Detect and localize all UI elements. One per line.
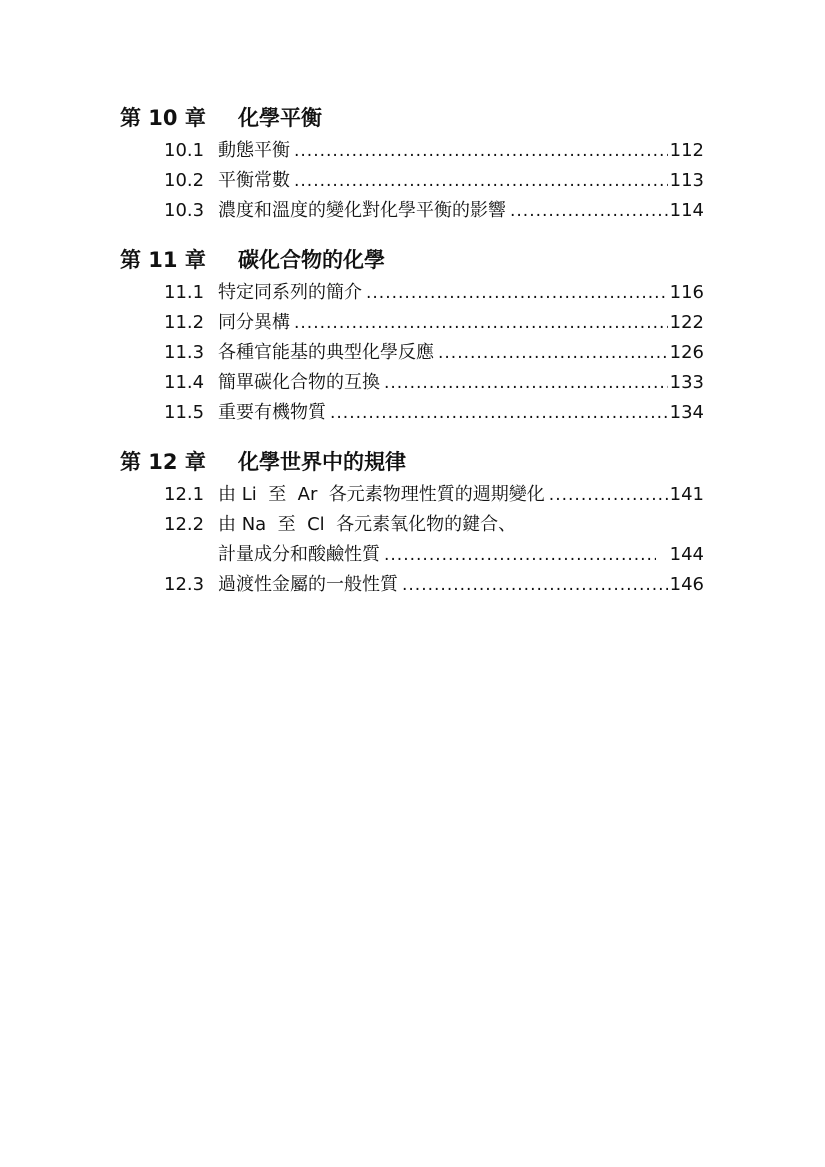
section-title-continued: 計量成分和酸鹼性質 <box>218 544 380 565</box>
chapter-heading <box>120 100 704 136</box>
dot-leader <box>438 338 668 368</box>
chapter-number: 第 12 章 <box>120 450 206 474</box>
section-number: 12.2 <box>164 514 205 535</box>
section-title: 各種官能基的典型化學反應 <box>218 342 434 363</box>
section-title: 平衡常數 <box>218 170 290 191</box>
dot-leader <box>510 196 668 226</box>
dot-leader <box>294 166 668 196</box>
section-title: 動態平衡 <box>218 140 290 161</box>
table-of-contents <box>120 100 704 600</box>
page-number: 112 <box>669 140 704 161</box>
page-number: 113 <box>669 170 704 191</box>
dot-leader <box>294 308 668 338</box>
page-number: 114 <box>669 200 704 221</box>
toc-entry-11-2 <box>120 308 704 338</box>
section-title: 由 Na 至 Cl 各元素氧化物的鍵合、 <box>218 514 517 535</box>
dot-leader <box>549 480 668 510</box>
dot-leader <box>330 398 668 428</box>
page-number: 134 <box>669 402 704 423</box>
section-number: 12.1 <box>164 484 205 505</box>
section-title: 簡單碳化合物的互換 <box>218 372 380 393</box>
chapter-11 <box>120 242 704 428</box>
dot-leader <box>384 368 668 398</box>
chapter-heading <box>120 242 704 278</box>
page-number: 141 <box>669 484 704 505</box>
chapter-title: 化學平衡 <box>238 106 322 130</box>
section-number: 11.3 <box>164 342 205 363</box>
toc-entry-10-1 <box>120 136 704 166</box>
section-title: 特定同系列的簡介 <box>218 282 362 303</box>
page-number: 144 <box>669 544 704 565</box>
chapter-number: 第 11 章 <box>120 248 206 272</box>
chapter-10 <box>120 100 704 226</box>
section-title: 重要有機物質 <box>218 402 326 423</box>
section-number: 11.1 <box>164 282 205 303</box>
page-number: 126 <box>669 342 704 363</box>
chapter-title: 化學世界中的規律 <box>238 450 406 474</box>
section-number: 10.2 <box>164 170 205 191</box>
section-number: 11.5 <box>164 402 205 423</box>
section-title: 濃度和溫度的變化對化學平衡的影響 <box>218 200 506 221</box>
toc-entry-12-2 <box>120 510 704 540</box>
toc-entry-10-3 <box>120 196 704 226</box>
toc-entry-10-2 <box>120 166 704 196</box>
chapter-title: 碳化合物的化學 <box>238 248 385 272</box>
chapter-heading <box>120 444 704 480</box>
toc-entry-11-5 <box>120 398 704 428</box>
section-number: 10.3 <box>164 200 205 221</box>
toc-entry-12-3 <box>120 570 704 600</box>
dot-leader <box>384 540 656 570</box>
chapter-number: 第 10 章 <box>120 106 206 130</box>
section-number: 11.2 <box>164 312 205 333</box>
toc-entry-11-4 <box>120 368 704 398</box>
toc-entry-11-3 <box>120 338 704 368</box>
section-number: 10.1 <box>164 140 205 161</box>
dot-leader <box>402 570 668 600</box>
chapter-12 <box>120 444 704 600</box>
page-number: 133 <box>669 372 704 393</box>
section-number: 12.3 <box>164 574 205 595</box>
section-title: 過渡性金屬的一般性質 <box>218 574 398 595</box>
dot-leader <box>294 136 668 166</box>
page-number: 122 <box>669 312 704 333</box>
toc-entry-12-1 <box>120 480 704 510</box>
page-number: 146 <box>669 574 704 595</box>
section-title: 由 Li 至 Ar 各元素物理性質的週期變化 <box>218 484 545 505</box>
section-title: 同分異構 <box>218 312 290 333</box>
toc-entry-12-2-continued <box>120 540 704 570</box>
dot-leader <box>366 278 668 308</box>
toc-entry-11-1 <box>120 278 704 308</box>
page-number: 116 <box>669 282 704 303</box>
section-number: 11.4 <box>164 372 205 393</box>
